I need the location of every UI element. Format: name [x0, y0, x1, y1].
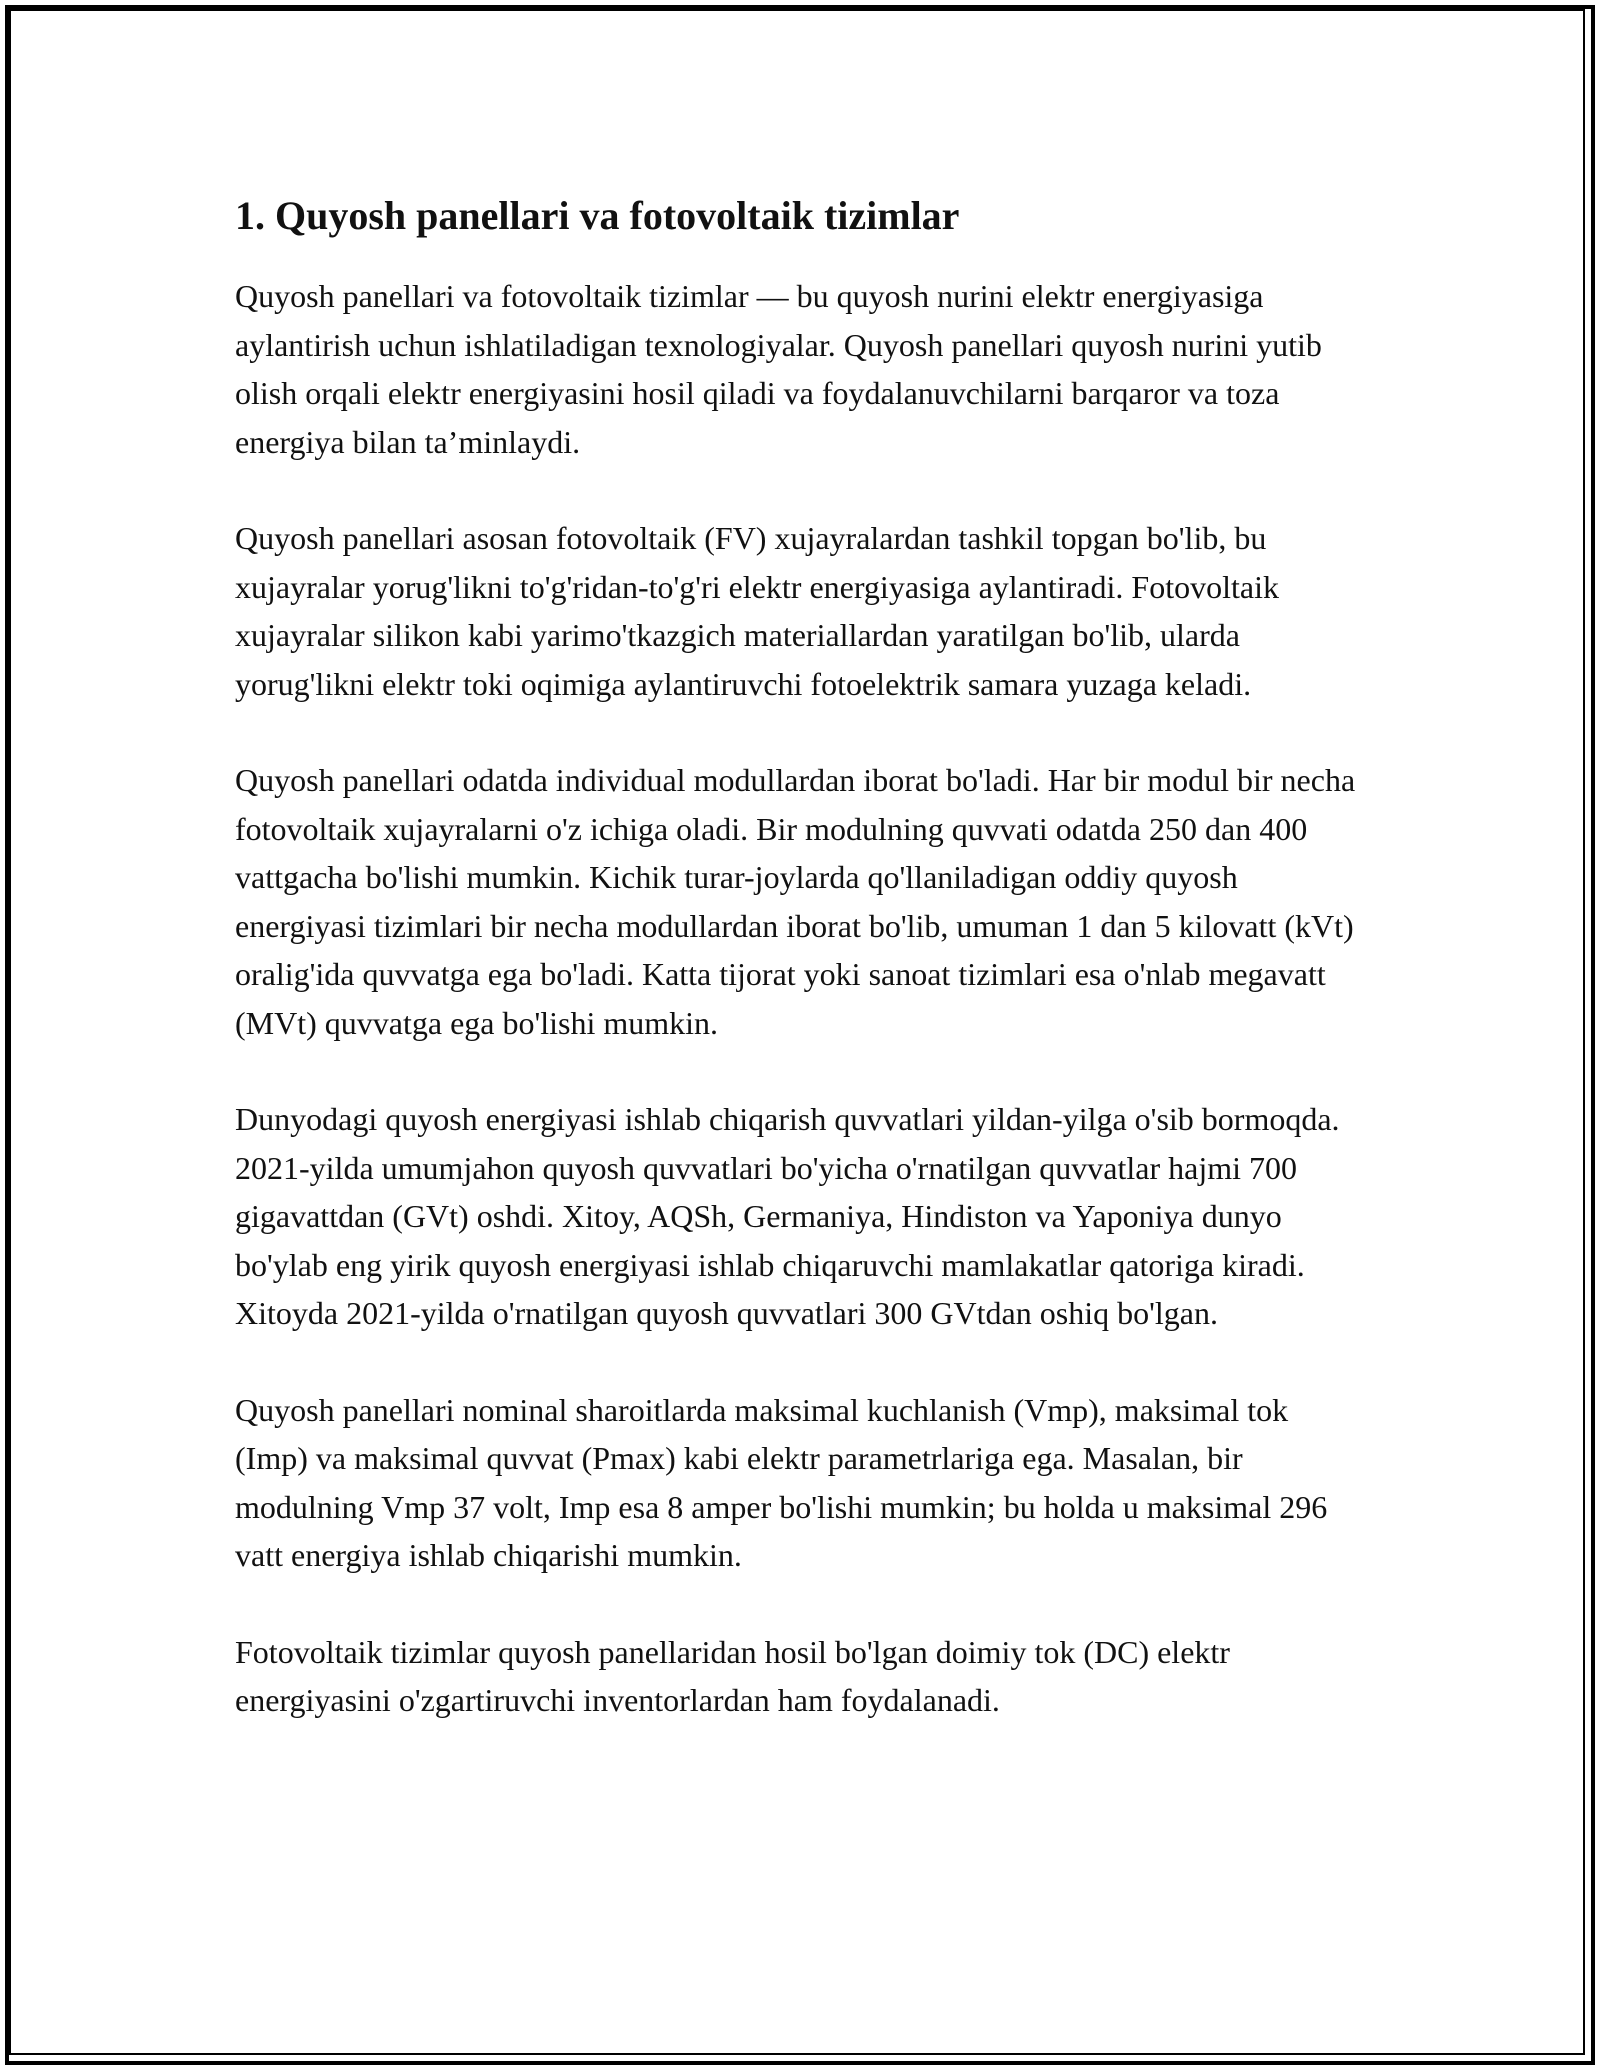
section-heading: 1. Quyosh panellari va fotovoltaik tizimlar: [235, 193, 960, 238]
paragraph-intro: Quyosh panellari va fotovoltaik tizimlar — bu quyosh nurini elektr energiyasiga aylantirish uchun ishlatiladigan texnologiyalar. Quyosh panellari quyosh nurini yutib olish orqali elektr energiyasini hosil qiladi va foydalanuvchilarni barqaror va toza energiya bilan ta’minlaydi.: [235, 278, 1322, 460]
paragraph-inverters: Fotovoltaik tizimlar quyosh panellaridan hosil bo'lgan doimiy tok (DC) elektr energiyasini o'zgartiruvchi inventorlardan ham foydalanadi.: [235, 1633, 1230, 1718]
paragraph-pv-cells: Quyosh panellari asosan fotovoltaik (FV) xujayralardan tashkil topgan bo'lib, bu xujayralar yorug'likni to'g'ridan-to'g'ri elektr energiyasiga aylantiradi. Fotovoltaik xujayralar silikon kabi yarimo'tkazgich materiallardan yaratilgan bo'lib, ularda yorug'likni elektr toki oqimiga aylantiruvchi fotoelektrik samara yuzaga keladi.: [235, 520, 1279, 702]
paragraph-electrical-parameters: Quyosh panellari nominal sharoitlarda maksimal kuchlanish (Vmp), maksimal tok (Imp) va maksimal quvvat (Pmax) kabi elektr parametrlariga ega. Masalan, bir modulning Vmp 37 volt, Imp esa 8 amper bo'lishi mumkin; bu holda u maksimal 296 vatt energiya ishlab chiqarishi mumkin.: [235, 1391, 1328, 1573]
document-body: [235, 188, 1365, 1773]
paragraph-modules: Quyosh panellari odatda individual modullardan iborat bo'ladi. Har bir modul bir necha fotovoltaik xujayralarni o'z ichiga oladi. Bir modulning quvvati odatda 250 dan 400 vattgacha bo'lishi mumkin. Kichik turar-joylarda qo'llaniladigan oddiy quyosh energiyasi tizimlari bir necha modullardan iborat bo'lib, umuman 1 dan 5 kilovatt (kVt) oralig'ida quvvatga ega bo'ladi. Katta tijorat yoki sanoat tizimlari esa o'nlab megavatt (MVt) quvvatga ega bo'lishi mumkin.: [235, 762, 1356, 1041]
paragraph-world-capacity: Dunyodagi quyosh energiyasi ishlab chiqarish quvvatlari yildan-yilga o'sib bormoqda. 2021-yilda umumjahon quyosh quvvatlari bo'yicha o'rnatilgan quvvatlar hajmi 700 gigavattdan (GVt) oshdi. Xitoy, AQSh, Germaniya, Hindiston va Yaponiya dunyo bo'ylab eng yirik quyosh energiyasi ishlab chiqaruvchi mamlakatlar qatoriga kiradi. Xitoyda 2021-yilda o'rnatilgan quyosh quvvatlari 300 GVtdan oshiq bo'lgan.: [235, 1101, 1340, 1331]
